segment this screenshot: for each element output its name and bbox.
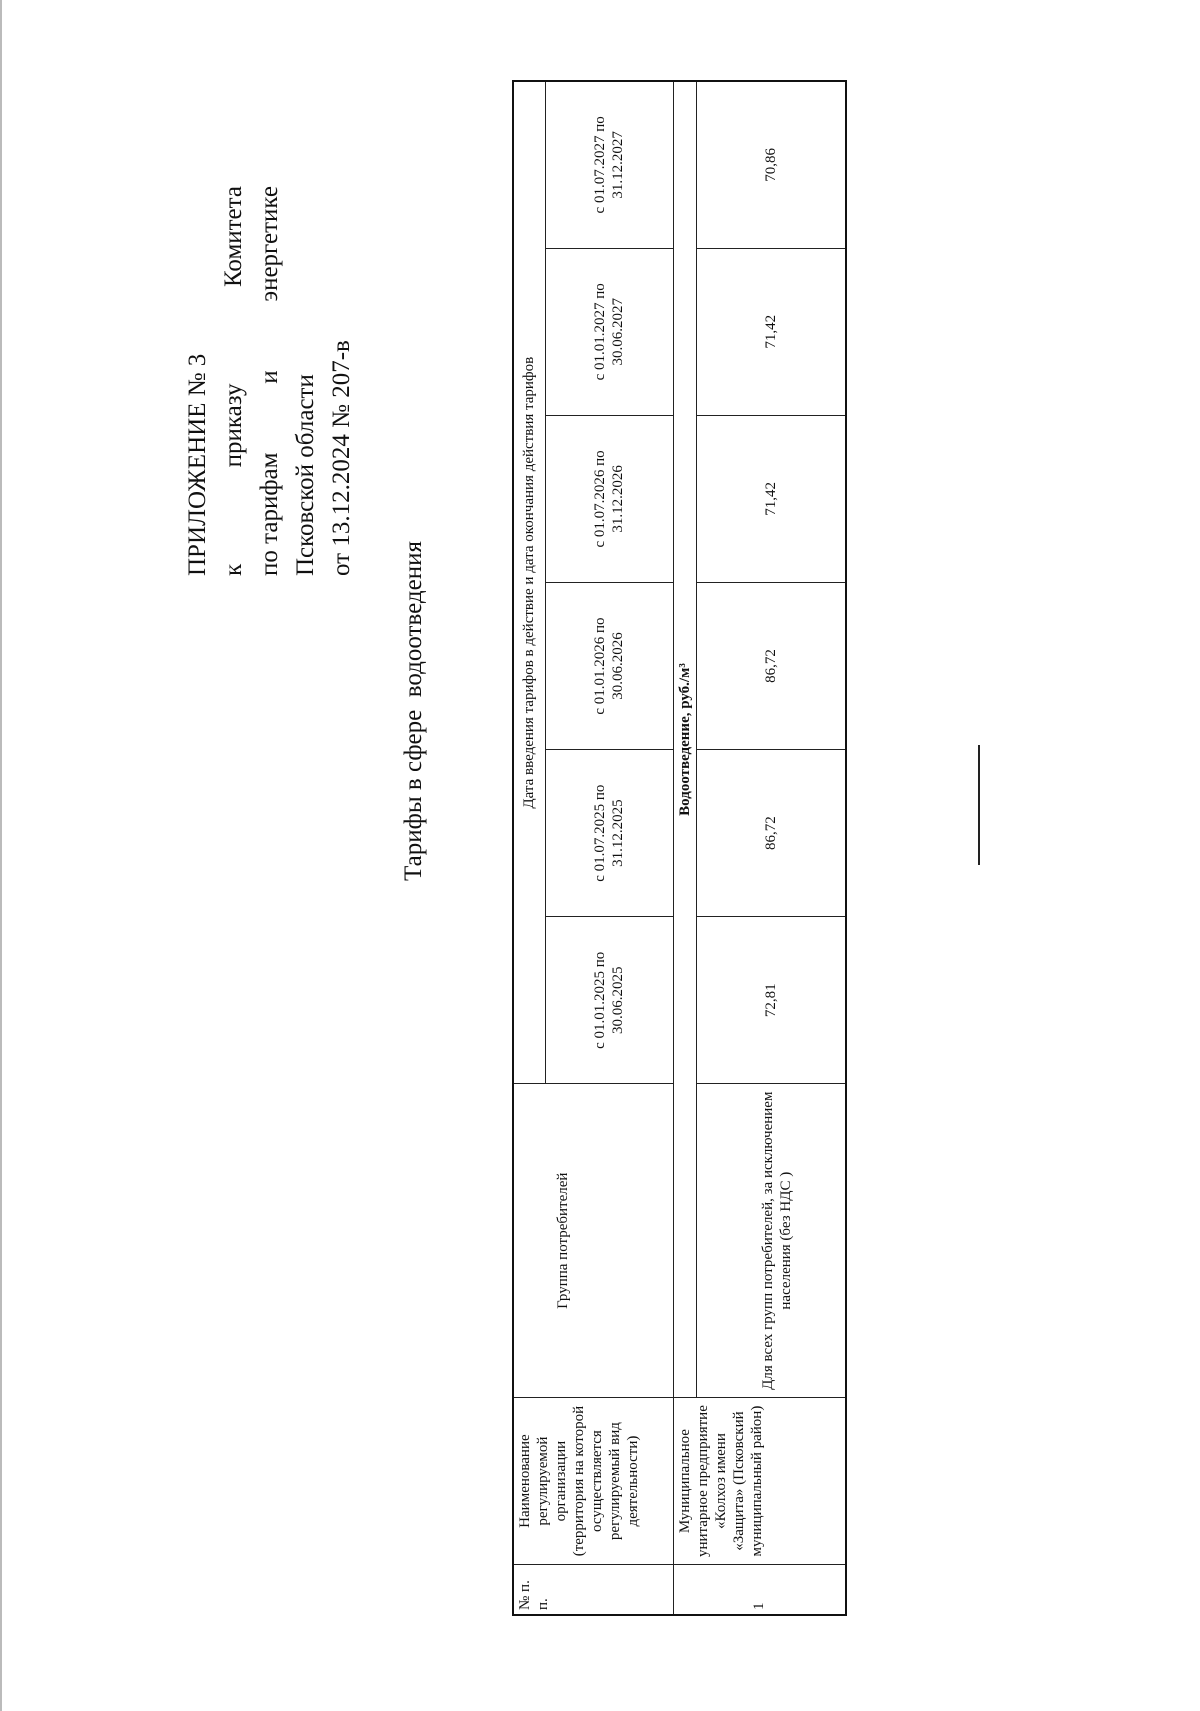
appendix-header — [180, 186, 360, 576]
appendix-line-3-right: энергетике — [256, 186, 283, 302]
header-number: № п. п. — [513, 1565, 673, 1615]
row-group: Для всех групп потребителей, за исключением населения (без НДС ) — [696, 1084, 846, 1398]
document-title: Тарифы в сфере водоотведения — [400, 541, 427, 881]
tariff-value: 72,81 — [696, 917, 846, 1084]
appendix-line-2-mid: приказу — [220, 383, 247, 468]
header-period: с 01.01.2027 по 30.06.2027 — [545, 248, 673, 415]
appendix-line-3-left: по тарифам — [256, 452, 283, 576]
tariff-value: 86,72 — [696, 582, 846, 749]
section-label: Водоотведение, руб./м³ — [673, 81, 696, 1398]
appendix-line-5: от 13.12.2024 № 207-в — [328, 340, 355, 576]
header-dates-span: Дата введения тарифов в действие и дата окончания действия тарифов — [513, 81, 545, 1084]
tariff-table — [512, 80, 847, 1616]
header-period: с 01.07.2027 по 31.12.2027 — [545, 81, 673, 248]
header-group: Группа потребителей — [513, 1084, 673, 1398]
appendix-line-2 — [216, 186, 252, 576]
appendix-line-2-left: к — [220, 563, 247, 576]
appendix-line-2-right: Комитета — [220, 186, 247, 288]
vertical-rule — [978, 745, 980, 865]
header-period: с 01.07.2025 по 31.12.2025 — [545, 750, 673, 917]
header-org: Наименование регулируемой организации (территория на которой осуществляется регулируемый вид деятельности) — [513, 1398, 673, 1565]
appendix-line-3-mid: и — [256, 370, 283, 384]
tariff-value: 71,42 — [696, 415, 846, 582]
row-number: 1 — [673, 1565, 846, 1615]
appendix-line-4: Псковской области — [292, 374, 319, 576]
header-period: с 01.01.2026 по 30.06.2026 — [545, 582, 673, 749]
table-row — [696, 81, 846, 1615]
tariff-value: 71,42 — [696, 248, 846, 415]
row-org: Муниципальное унитарное предприятие «Колхоз имени «Защита» (Псковский муниципальный район) — [673, 1398, 846, 1565]
section-row — [673, 81, 696, 1615]
appendix-title: ПРИЛОЖЕНИЕ № 3 — [184, 353, 211, 576]
header-period: с 01.07.2026 по 31.12.2026 — [545, 415, 673, 582]
header-period: с 01.01.2025 по 30.06.2025 — [545, 917, 673, 1084]
table-header-row-1 — [513, 81, 545, 1615]
tariff-value: 70,86 — [696, 81, 846, 248]
tariff-value: 86,72 — [696, 750, 846, 917]
appendix-line-3 — [252, 186, 288, 576]
